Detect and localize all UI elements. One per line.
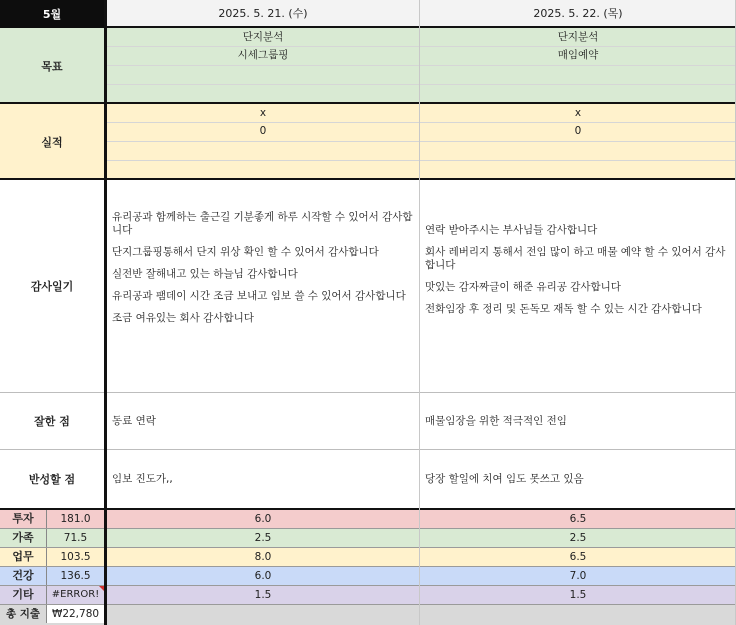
- stat-label[interactable]: 기타: [12, 588, 34, 601]
- goal-cell-2-line-1[interactable]: 단지분석: [557, 31, 599, 43]
- stat-label[interactable]: 투자: [12, 512, 34, 525]
- stat-label[interactable]: 총 지출: [5, 608, 41, 620]
- stat-cell-2[interactable]: [420, 605, 736, 623]
- gratitude-label[interactable]: 감사일기: [30, 280, 74, 293]
- gratitude-cell-1[interactable]: [107, 211, 419, 381]
- stat-cell-1[interactable]: 8.0: [254, 551, 272, 563]
- gratitude-2-line-1: 연락 받아주시는 부사님들 감사합니다: [425, 224, 598, 236]
- gratitude-1-line-4: 유리공과 팸데이 시간 조금 보내고 임보 쓸 수 있어서 감사합니다: [112, 290, 406, 302]
- stat-cell-2[interactable]: 2.5: [569, 532, 587, 544]
- stat-total[interactable]: 71.5: [46, 529, 104, 547]
- stat-label[interactable]: 업무: [12, 550, 34, 563]
- good-cell-2[interactable]: 매물임장을 위한 적극적인 전임: [425, 415, 567, 427]
- stat-cell-2[interactable]: 6.5: [569, 551, 587, 563]
- date-header-cell-1[interactable]: 2025. 5. 21. (수): [107, 0, 419, 28]
- stat-row-family: [0, 529, 736, 547]
- stat-cell-2[interactable]: 1.5: [569, 589, 587, 601]
- goal-cell-1-line-1[interactable]: 단지분석: [242, 31, 284, 43]
- stat-cell-1[interactable]: 2.5: [254, 532, 272, 544]
- stat-total[interactable]: 103.5: [46, 548, 104, 566]
- gratitude-1-line-3: 실전반 잘해내고 있는 하늘님 감사합니다: [112, 268, 298, 280]
- stat-cell-2[interactable]: 7.0: [569, 570, 587, 582]
- reflect-cell-2[interactable]: 당장 할일에 치여 임도 못쓰고 있음: [425, 473, 584, 485]
- stat-total-error[interactable]: #ERROR!: [46, 586, 104, 604]
- frozen-column-divider: [104, 0, 107, 625]
- stat-cell-1[interactable]: 6.0: [254, 570, 272, 582]
- gratitude-1-line-2: 단지그룹핑통해서 단지 위상 확인 할 수 있어서 감사합니다: [112, 246, 379, 258]
- gratitude-2-line-4: 전화임장 후 정리 및 돈독모 재독 할 수 있는 시간 감사합니다: [425, 303, 702, 315]
- reflect-cell-1[interactable]: 임보 진도가,,: [112, 473, 173, 485]
- stat-row-other: [0, 586, 736, 604]
- stat-row-work: [0, 548, 736, 566]
- result-cell-2-line-1[interactable]: x: [574, 107, 582, 119]
- good-cell-1[interactable]: 동료 연락: [112, 415, 156, 427]
- stat-total[interactable]: 181.0: [46, 510, 104, 528]
- gratitude-2-line-3: 맛있는 감자짜글이 해준 유리공 감사합니다: [425, 281, 621, 293]
- stat-total[interactable]: ₩22,780: [46, 605, 104, 623]
- stat-cell-2[interactable]: 6.5: [569, 513, 587, 525]
- gratitude-cell-2[interactable]: [420, 224, 736, 374]
- stat-cell-1[interactable]: [107, 605, 419, 623]
- goal-cell-2-line-2[interactable]: 매임예약: [557, 49, 599, 61]
- month-header-cell[interactable]: 5월: [0, 0, 104, 28]
- result-cell-1-line-2[interactable]: 0: [259, 125, 267, 137]
- result-cell-2-line-2[interactable]: 0: [574, 125, 582, 137]
- stat-row-total-expense: [0, 605, 736, 625]
- good-label[interactable]: 잘한 점: [34, 415, 70, 428]
- stat-label[interactable]: 건강: [12, 569, 34, 582]
- stat-row-health: [0, 567, 736, 585]
- goal-label[interactable]: 목표: [41, 59, 63, 73]
- stat-total[interactable]: 136.5: [46, 567, 104, 585]
- gratitude-2-line-2: 회사 레버리지 통해서 전임 많이 하고 매물 예약 할 수 있어서 감사합니다: [425, 246, 726, 271]
- stat-cell-1[interactable]: 1.5: [254, 589, 272, 601]
- stat-label[interactable]: 가족: [12, 531, 34, 544]
- stat-row-investment: [0, 510, 736, 528]
- date-header-cell-2[interactable]: 2025. 5. 22. (목): [420, 0, 736, 28]
- result-cell-1-line-1[interactable]: x: [259, 107, 267, 119]
- stat-cell-1[interactable]: 6.0: [254, 513, 272, 525]
- goal-cell-1-line-2[interactable]: 시세그룹핑: [237, 49, 289, 61]
- result-label[interactable]: 실적: [41, 135, 63, 149]
- reflect-label[interactable]: 반성할 점: [28, 473, 76, 486]
- gratitude-1-line-5: 조금 여유있는 회사 감사합니다: [112, 312, 254, 324]
- gratitude-1-line-1: 유리공과 함께하는 출근길 기분좋게 하루 시작할 수 있어서 감사합니다: [112, 211, 413, 236]
